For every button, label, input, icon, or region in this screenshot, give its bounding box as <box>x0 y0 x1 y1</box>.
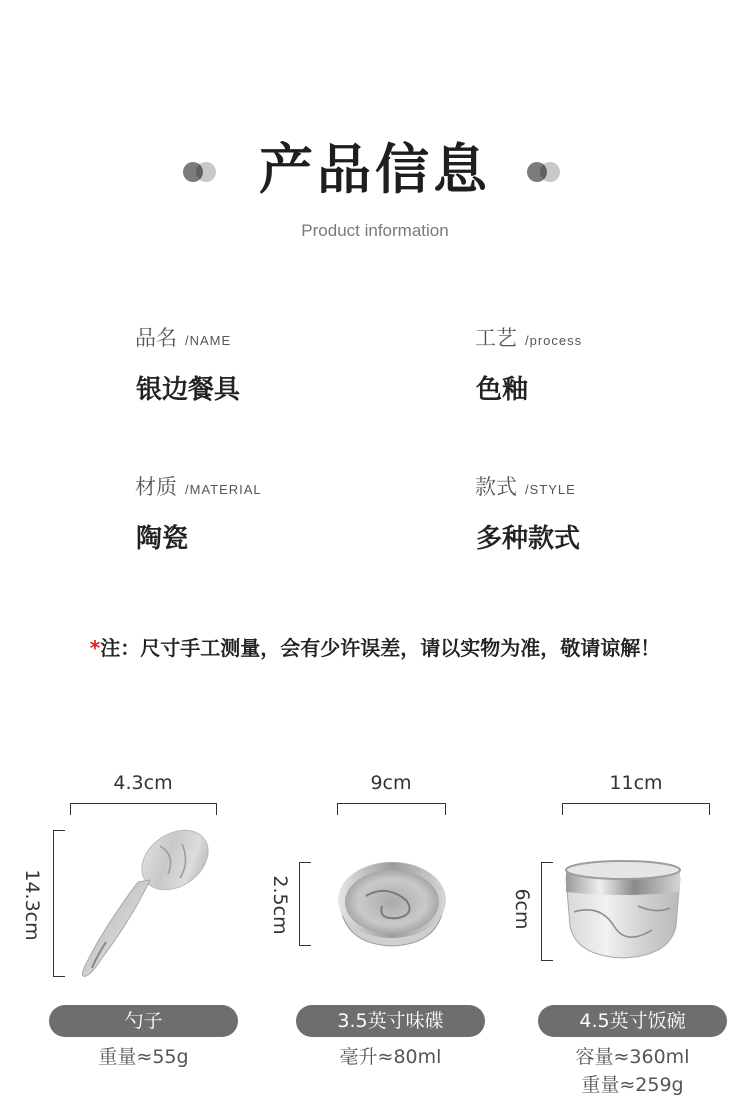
dish-image <box>332 856 452 952</box>
spoon-height-label: 14.3cm <box>21 869 43 941</box>
bowl-name-badge: 4.5英寸饭碗 <box>538 1005 727 1037</box>
bowl-width-bracket <box>562 803 710 815</box>
name-value: 银边餐具 <box>136 375 241 405</box>
bowl-image <box>560 856 686 964</box>
measurement-note: *注：尺寸手工测量，会有少许误差，请以实物为准，敬请谅解！ <box>89 636 661 660</box>
page-title: 产品信息 <box>259 138 491 201</box>
bowl-height-label: 6cm <box>511 888 533 930</box>
spoon-name-badge: 勺子 <box>49 1005 238 1037</box>
dish-volume: 毫升≈80ml <box>339 1046 442 1068</box>
dish-width-bracket <box>337 803 446 815</box>
bowl-weight: 重量≈259g <box>581 1074 684 1096</box>
process-label: 工艺 /process <box>475 326 583 350</box>
dish-width-label: 9cm <box>370 772 412 794</box>
style-value: 多种款式 <box>476 524 581 554</box>
spoon-weight: 重量≈55g <box>98 1046 189 1068</box>
spoon-image <box>72 818 222 984</box>
page-subtitle: Product information <box>301 221 449 240</box>
style-label: 款式 /STYLE <box>475 475 576 499</box>
dish-name-badge: 3.5英寸味碟 <box>296 1005 485 1037</box>
spoon-width-bracket <box>70 803 217 815</box>
material-value: 陶瓷 <box>136 524 189 554</box>
spoon-height-bracket <box>53 830 65 977</box>
process-value: 色釉 <box>476 375 529 405</box>
bowl-height-bracket <box>541 862 553 961</box>
material-label: 材质 /MATERIAL <box>135 475 262 499</box>
spoon-width-label: 4.3cm <box>113 772 173 794</box>
dish-height-bracket <box>299 862 311 946</box>
dish-height-label: 2.5cm <box>269 875 291 935</box>
bowl-width-label: 11cm <box>609 772 663 794</box>
bowl-volume: 容量≈360ml <box>575 1046 690 1068</box>
name-label: 品名 /NAME <box>135 326 232 350</box>
